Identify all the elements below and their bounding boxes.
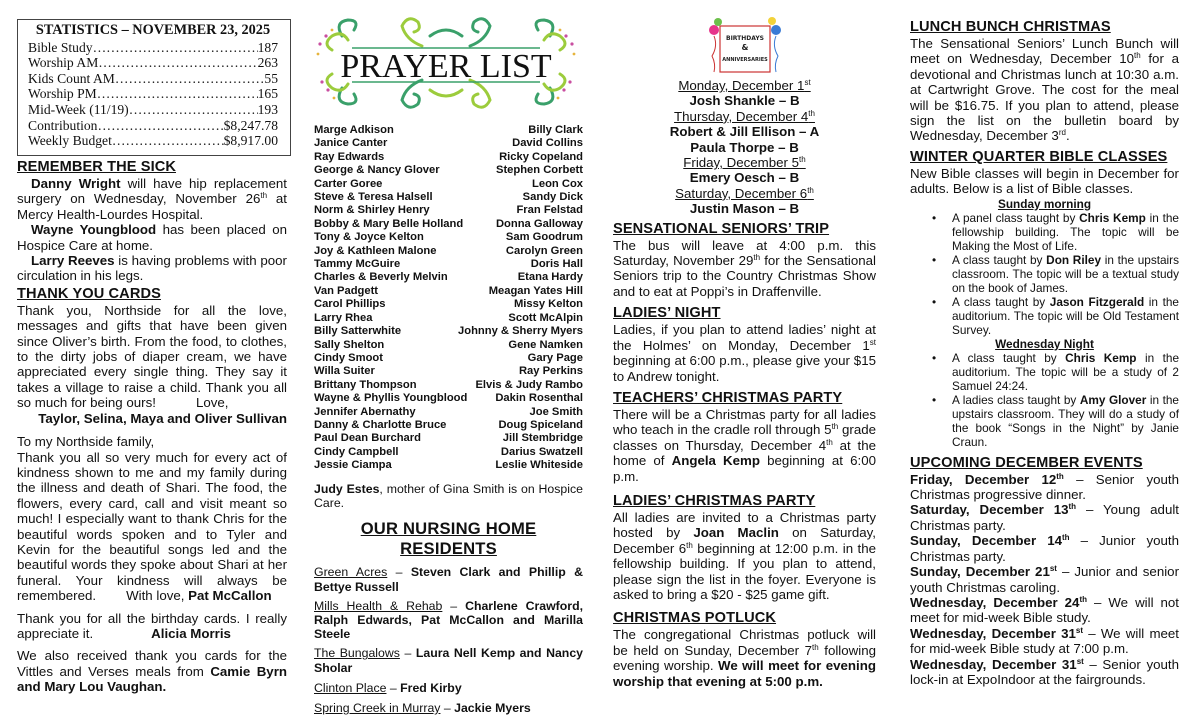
prayer-row — [314, 271, 583, 284]
wednesday-classes-list — [910, 351, 1179, 449]
nursing-home-entry: Green Acres – Steven Clark and Phillip & Bettye Russell — [314, 565, 583, 594]
stat-value: 193 — [257, 101, 278, 117]
thank-you-card-mccallon: Thank you all so very much for every act of kindness shown to me and my family during the illness and death of Shari. The food, the flowers, every card, call and visit meant so much! I especially want to thank Chris for the beautiful words spoken and to Tyler and Kevin for the beautiful songs led and the beautiful words they spoke about Shari at her funeral. Your kindness will always be remembered. With love, Pat McCallon — [17, 449, 287, 604]
prayer-name-right: Leon Cox — [532, 177, 583, 190]
prayer-name-right: Ray Perkins — [518, 365, 583, 378]
prayer-name-right: David Collins — [512, 137, 583, 150]
prayer-name-right: Ricky Copeland — [499, 150, 583, 163]
prayer-name-left: Paul Dean Burchard — [314, 432, 421, 445]
nursing-home-heading: OUR NURSING HOME RESIDENTS — [360, 519, 537, 559]
prayer-row — [314, 178, 583, 191]
birthday-day: Friday, December 5th — [683, 155, 806, 171]
bible-classes-intro: New Bible classes will begin in December for adults. Below is a list of Bible classes. — [910, 165, 1179, 197]
prayer-row — [314, 339, 583, 352]
stat-leader-dots — [129, 102, 258, 118]
nursing-home-place: The Bungalows — [314, 646, 400, 661]
prayer-list — [314, 124, 583, 473]
stat-row — [28, 133, 278, 149]
teachers-party-text: There will be a Christmas party for all ladies who teach in the cradle roll through 5th grade classes on Thursday, December 4th at the home of Angela Kemp beginning at 6:00 p.m. — [613, 406, 877, 484]
sick-item: Larry Reeves is having problems with poor circulation in his legs. — [17, 253, 287, 284]
prayer-name-left: Janice Canter — [314, 137, 388, 150]
ladies-night-heading: LADIES’ NIGHT — [613, 305, 721, 322]
nursing-home-place: Spring Creek in Murray — [314, 701, 441, 715]
nursing-home-residents: Charlene Crawford, Ralph Edwards, Pat McCallon and Marilla Steele — [314, 598, 583, 642]
prayer-row — [314, 459, 583, 472]
prayer-name-right: Doug Spiceland — [498, 418, 583, 431]
birthday-person: Robert & Jill Ellison – A — [669, 124, 820, 140]
sick-name: Danny Wright — [31, 176, 121, 191]
prayer-name-left: George & Nancy Glover — [314, 164, 440, 177]
ladies-night-text: Ladies, if you plan to attend ladies’ night at the Holmes’ on Monday, December 1st beginning at 6:00 p.m., please give your $15 to Andrew tonight. — [613, 322, 876, 384]
stat-value: $8,247.78 — [223, 117, 278, 133]
prayer-name-left: Jennifer Abernathy — [314, 405, 416, 418]
birthday-day: Thursday, December 4th — [674, 108, 815, 124]
prayer-row — [314, 191, 583, 204]
prayer-row — [314, 285, 583, 298]
prayer-name-right: Darius Swatzell — [500, 445, 583, 458]
december-event: Saturday, December 13th – Young adult Christmas party. — [910, 502, 1179, 533]
bible-class-item: • A ladies class taught by Amy Glover in the upstairs classroom. They will do a study of the book “Songs in the Night” by Janie Craun. — [934, 393, 1179, 449]
seniors-trip-heading: SENSATIONAL SENIORS’ TRIP — [613, 220, 830, 237]
prayer-row — [314, 151, 583, 164]
stat-value: 55 — [264, 70, 278, 86]
birthdays-logo-line3: ANNIVERSARIES — [722, 57, 768, 63]
prayer-row — [314, 164, 583, 177]
prayer-name-right: Dakin Rosenthal — [495, 392, 583, 405]
teacher-name: Chris Kemp — [1065, 350, 1137, 365]
prayer-row — [314, 446, 583, 459]
prayer-name-left: Marge Adkison — [314, 124, 394, 136]
ladies-party-text: All ladies are invited to a Christmas party hosted by Joan Maclin on Saturday, December 6th beginning at 12:00 p.m. in the fellowship building. If you plan to attend, please sign the list in the foyer. Everyone is asked to bring a $20 - $25 game gift. — [613, 509, 876, 602]
stat-label: Bible Study — [28, 39, 93, 55]
event-date: Wednesday, December 31st — [910, 656, 1084, 672]
stat-label: Worship PM — [28, 86, 97, 102]
teachers-party-heading: TEACHERS’ CHRISTMAS PARTY — [613, 389, 843, 406]
potluck-heading: CHRISTMAS POTLUCK — [613, 610, 777, 627]
nursing-home-residents: Jackie Myers — [454, 701, 531, 715]
wednesday-night-label: Wednesday Night — [995, 336, 1094, 351]
prayer-name-right: Johnny & Sherry Myers — [458, 325, 583, 338]
thank-you-cards-heading: THANK YOU CARDS — [17, 285, 161, 302]
prayer-name-right: Scott McAlpin — [508, 311, 583, 324]
prayer-name-left: Brittany Thompson — [314, 378, 417, 391]
december-event: Wednesday, December 24th – We will not meet for mid-week Bible study. — [910, 594, 1180, 626]
teacher-name: Chris Kemp — [1079, 210, 1146, 225]
sunday-classes-list — [910, 211, 1179, 337]
sick-name: Wayne Youngblood — [31, 222, 157, 238]
stat-row — [28, 71, 278, 87]
prayer-row — [314, 379, 583, 392]
prayer-name-right: Joe Smith — [529, 405, 583, 418]
december-events-heading: UPCOMING DECEMBER EVENTS — [910, 454, 1143, 471]
prayer-name-right: Sam Goodrum — [505, 231, 583, 244]
nursing-home-residents: Fred Kirby — [400, 680, 462, 695]
prayer-row — [314, 245, 583, 258]
december-event: Friday, December 12th – Senior youth Christmas progressive dinner. — [910, 471, 1179, 503]
stat-leader-dots — [98, 55, 257, 71]
stat-leader-dots — [97, 86, 258, 102]
birthday-person: Emery Oesch – B — [689, 170, 800, 186]
prayer-name-right: Donna Galloway — [495, 217, 583, 230]
prayer-row — [314, 231, 583, 244]
sick-name: Larry Reeves — [31, 253, 115, 269]
prayer-name-right: Gene Namken — [508, 338, 583, 351]
event-date: Sunday, December 14th — [910, 533, 1070, 549]
prayer-name-left: Carol Phillips — [314, 298, 386, 311]
bible-class-item: • A panel class taught by Chris Kemp in the fellowship building. The topic will be Making the Most of Life. — [934, 211, 1179, 253]
stat-row — [28, 55, 278, 71]
prayer-note: Judy Estes, mother of Gina Smith is on Hospice Care. — [314, 482, 583, 511]
stat-leader-dots — [115, 71, 265, 87]
prayer-row — [314, 204, 583, 217]
prayer-row — [314, 218, 583, 231]
nursing-home-entry: Mills Health & Rehab – Charlene Crawford, Ralph Edwards, Pat McCallon and Marilla Steele — [314, 598, 583, 642]
nursing-home-place: Clinton Place — [314, 680, 387, 695]
prayer-row — [314, 258, 583, 271]
stat-value: 187 — [257, 39, 278, 55]
stat-row — [28, 102, 278, 118]
event-date: Saturday, December 13th — [910, 502, 1077, 518]
bible-class-item: • A class taught by Don Riley in the upstairs classroom. The topic will be a textual study on the book of James. — [934, 253, 1179, 295]
prayer-name-right: Jill Stembridge — [502, 432, 583, 445]
prayer-name-right: Carolyn Green — [505, 244, 583, 257]
december-event: Sunday, December 21st – Junior and senior youth Christmas caroling. — [910, 564, 1179, 595]
stat-leader-dots — [97, 118, 223, 134]
lunch-bunch-heading: LUNCH BUNCH CHRISTMAS — [910, 19, 1111, 35]
december-event: Wednesday, December 31st – We will meet for mid-week Bible study at 7:00 p.m. — [910, 625, 1180, 657]
statistics-title: STATISTICS – NOVEMBER 23, 2025 — [35, 22, 271, 38]
prayer-row — [314, 325, 583, 338]
prayer-row — [314, 312, 583, 325]
prayer-name-right: Gary Page — [527, 351, 583, 364]
stat-row — [28, 118, 278, 134]
sick-item: Danny Wright will have hip replacement surgery on Wednesday, November 26th at Mercy Health-Lourdes Hospital. — [17, 176, 287, 222]
ladies-party-heading: LADIES’ CHRISTMAS PARTY — [613, 492, 816, 509]
prayer-name-left: Wayne & Phyllis Youngblood — [314, 392, 468, 405]
stat-leader-dots — [93, 40, 258, 56]
prayer-name-left: Cindy Campbell — [314, 445, 399, 458]
birthday-person: Paula Thorpe – B — [690, 139, 799, 155]
sunday-morning-label: Sunday morning — [997, 196, 1092, 211]
prayer-name-left: Van Padgett — [314, 284, 379, 297]
prayer-row — [314, 365, 583, 378]
remember-sick-heading: REMEMBER THE SICK — [17, 159, 176, 175]
prayer-name-left: Carter Goree — [314, 177, 383, 190]
prayer-name-right: Stephen Corbett — [495, 164, 583, 177]
prayer-name-left: Cindy Smoot — [314, 351, 383, 364]
prayer-name-right: Doris Hall — [530, 258, 583, 271]
bible-class-item: • A class taught by Jason Fitzgerald in the auditorium. The topic will be Old Testament Survey. — [934, 295, 1179, 337]
birthday-person: Justin Mason – B — [689, 201, 800, 217]
prayer-name-right: Billy Clark — [528, 124, 583, 136]
prayer-name-left: Tammy McGuire — [314, 258, 401, 271]
prayer-name-right: Leslie Whiteside — [495, 459, 583, 472]
nursing-home-place: Green Acres — [314, 565, 388, 580]
stat-row — [28, 86, 278, 102]
prayer-name-right: Meagan Yates Hill — [488, 284, 583, 297]
stat-label: Worship AM — [28, 55, 99, 71]
bible-class-item: • A class taught by Chris Kemp in the auditorium. The topic will be a study of 2 Samuel 24:24. — [934, 351, 1179, 393]
prayer-row — [314, 298, 583, 311]
stat-leader-dots — [112, 133, 224, 149]
prayer-row — [314, 392, 583, 405]
seniors-trip-text: The bus will leave at 4:00 p.m. this Saturday, November 29th for the Sensational Seniors trip to the Country Christmas Show and to eat at Poppi’s in Draffenville. — [613, 237, 877, 299]
teacher-name: Amy Glover — [1079, 392, 1147, 407]
stat-row — [28, 40, 278, 56]
december-event: Sunday, December 14th – Junior youth Christmas party. — [910, 533, 1179, 564]
prayer-name-left: Bobby & Mary Belle Holland — [314, 217, 464, 230]
prayer-name-left: Billy Satterwhite — [314, 325, 402, 338]
sick-item: Wayne Youngblood has been placed on Hospice Care at home. — [17, 222, 288, 253]
teacher-name: Jason Fitzgerald — [1049, 294, 1145, 309]
prayer-name-left: Sally Shelton — [314, 338, 385, 351]
prayer-name-left: Tony & Joyce Kelton — [314, 231, 424, 244]
event-date: Sunday, December 21st — [910, 564, 1057, 580]
birthdays-logo-line1: BIRTHDAYS — [726, 35, 764, 42]
nursing-home-entry: Spring Creek in Murray – Jackie Myers — [314, 701, 531, 715]
stat-label: Weekly Budget — [28, 133, 112, 149]
prayer-name-left: Larry Rhea — [314, 311, 373, 324]
birthday-day: Monday, December 1st — [678, 78, 811, 93]
prayer-name-right: Elvis & Judy Rambo — [475, 378, 583, 391]
prayer-row — [314, 432, 583, 445]
prayer-row — [314, 124, 583, 137]
prayer-name-left: Charles & Beverly Melvin — [314, 271, 448, 284]
stat-label: Mid-Week (11/19) — [28, 101, 129, 117]
prayer-name-left: Ray Edwards — [314, 150, 385, 163]
birthdays-logo-line2: & — [741, 43, 749, 52]
prayer-row — [314, 419, 583, 432]
stat-label: Kids Count AM — [28, 70, 115, 86]
card2-greeting: To my Northside family, — [17, 434, 155, 450]
nursing-home-entry: Clinton Place – Fred Kirby — [314, 680, 462, 695]
event-date: Friday, December 12th — [910, 471, 1064, 487]
nursing-home-entry: The Bungalows – Laura Nell Kemp and Nancy Sholar — [314, 646, 584, 675]
prayer-name-right: Fran Felstad — [516, 204, 583, 217]
prayer-list-title: PRAYER LIST — [340, 48, 552, 85]
bible-classes-heading: WINTER QUARTER BIBLE CLASSES — [910, 148, 1168, 165]
prayer-name-left: Norm & Shirley Henry — [314, 204, 430, 217]
prayer-name-right: Sandy Dick — [522, 191, 583, 204]
prayer-name-left: Danny & Charlotte Bruce — [314, 418, 447, 431]
prayer-name-right: Etana Hardy — [517, 271, 583, 284]
nursing-home-residents: Steven Clark and Phillip & Bettye Russell — [314, 565, 583, 594]
stat-value: $8,917.00 — [223, 133, 278, 149]
statistics-box — [17, 19, 291, 156]
stat-label: Contribution — [28, 117, 98, 133]
signature-sullivan: Taylor, Selina, Maya and Oliver Sullivan — [38, 410, 287, 426]
nursing-home-residents: Laura Nell Kemp and Nancy Sholar — [314, 646, 584, 675]
birthday-person: Josh Shankle – B — [689, 93, 800, 109]
potluck-text: The congregational Christmas potluck will be held on Sunday, December 7th following evening worship. We will meet for evening worship that evening at 5:00 p.m. — [613, 627, 876, 689]
thank-you-card-morris: Thank you for all the birthday cards. I really appreciate it. Alicia Morris — [17, 610, 287, 641]
prayer-name-left: Joy & Kathleen Malone — [314, 244, 437, 257]
birthday-day: Saturday, December 6th — [675, 185, 814, 201]
lunch-bunch-text: The Sensational Seniors’ Lunch Bunch will meet on Wednesday, December 10th for a devotional and Christmas lunch at 10:30 a.m. at Cartwright Grove. The cost for the meal will be $16.75. If you plan to attend, please sign the list on the bulletin board by Wednesday, December 3rd. — [910, 36, 1179, 144]
december-event: Wednesday, December 31st – Senior youth lock-in at ExpoIndoor at the fairgrounds. — [910, 656, 1180, 687]
thank-you-vittles-verses: We also received thank you cards for the Vittles and Verses meals from Camie Byrn and Mary Lou Vaughan. — [17, 648, 288, 695]
stat-value: 263 — [257, 55, 278, 71]
prayer-name-right: Missy Kelton — [513, 298, 583, 311]
teacher-name: Don Riley — [1046, 252, 1102, 267]
nursing-home-place: Mills Health & Rehab — [314, 598, 443, 613]
prayer-name-left: Jessie Ciampa — [314, 459, 392, 472]
thank-you-card-sullivan: Thank you, Northside for all the love, messages and gifts that have been given since Oliver’s birth. From the food, to clothes, to the dirty jobs of diaper cream, we have appreciated every single thing. They say it takes a village to raise a child. Thank you all so much for being ours! Love, — [17, 302, 287, 411]
birthdays-anniversaries-logo — [706, 14, 784, 76]
event-date: Wednesday, December 24th — [910, 594, 1087, 610]
prayer-row — [314, 137, 583, 150]
prayer-row — [314, 352, 583, 365]
prayer-row — [314, 406, 583, 419]
event-date: Wednesday, December 31st — [910, 625, 1084, 641]
prayer-name-left: Willa Suiter — [314, 365, 375, 378]
prayer-name-left: Steve & Teresa Halsell — [314, 191, 433, 204]
prayer-list-logo — [312, 6, 580, 118]
stat-value: 165 — [257, 86, 278, 102]
